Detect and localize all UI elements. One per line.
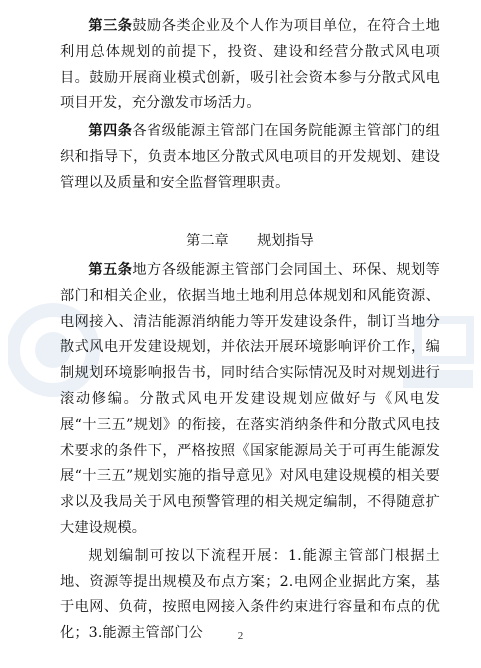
process-paragraph: 规划编制可按以下流程开展：1.能源主管部门根据土地、资源等提出规模及布点方案；2.电网企业据此方案，基于电网、负荷，按照电网接入条件约束进行容量和布点的优化；3.能源主管部门公 <box>60 547 440 642</box>
article-4-text: 各省级能源主管部门在国务院能源主管部门的组织和指导下，负责本地区分散式风电项目的开发规划、建设管理以及质量和安全监督管理职责。 <box>60 123 441 191</box>
articles-5-onward <box>60 258 440 647</box>
article-4-paragraph <box>60 119 440 196</box>
chapter-title: 第二章 规划指导 <box>186 233 314 249</box>
page-number: 2 <box>237 630 244 642</box>
article-5-text: 地方各级能源主管部门会同国土、环保、规划等部门和相关企业，依据当地土地利用总体规划和风能资源、电网接入、清洁能源消纳能力等开发建设条件，制订当地分散式风电开发建设规划，并依法开展环境影响评价工作，编制规划环境影响报告书，同时结合实际情况及时对规划进行滚动修编。分散式风电开发建设规划应做好与《风电发展“十三五”规划》的衔接，在落实消纳条件和分散式风电技术要求的条件下，严格按照《国家能源局关于可再生能源发展“十三五”规划实施的指导意见》对风电建设规模的相关要求以及我局关于风电预警管理的相关规定编制，不得随意扩大建设规模。 <box>60 262 441 536</box>
article-3-text: 鼓励各类企业及个人作为项目单位，在符合土地利用总体规划的前提下，投资、建设和经营分散式风电项目。鼓励开展商业模式创新，吸引社会资本参与分散式风电项目开发，充分激发市场活力。 <box>60 18 441 112</box>
article-5-paragraph <box>60 258 440 542</box>
article-3-paragraph <box>60 14 440 117</box>
article-3-label: 第三条 <box>88 18 133 34</box>
articles-3-4 <box>60 14 440 197</box>
article-5-label: 第五条 <box>88 262 133 278</box>
article-4-label: 第四条 <box>88 123 133 140</box>
